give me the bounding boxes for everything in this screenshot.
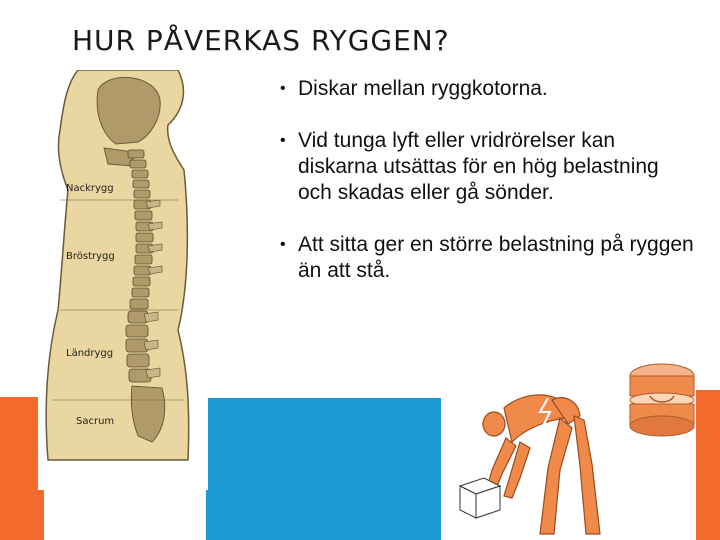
bullet-dot-icon: • <box>280 132 286 149</box>
bullet-item <box>268 76 698 102</box>
bullet-text: Diskar mellan ryggkotorna. <box>298 77 548 100</box>
bullet-dot-icon: • <box>280 236 286 253</box>
label-brostrygg: Bröstrygg <box>66 251 115 262</box>
person-lifting-icon <box>440 358 702 540</box>
bullet-dot-icon: • <box>280 80 286 97</box>
bullet-list <box>268 76 698 310</box>
spine-anatomy-icon <box>38 70 208 490</box>
spine-illustration <box>38 70 208 490</box>
label-landrygg: Ländrygg <box>66 348 114 359</box>
vertebra-disc-closeup-icon <box>630 364 694 436</box>
decorative-blue-block <box>206 398 441 540</box>
label-nackrygg: Nackrygg <box>66 183 114 194</box>
bullet-item <box>268 128 698 206</box>
bullet-item <box>268 232 698 284</box>
bullet-text: Vid tunga lyft eller vridrörelser kan diskarna utsättas för en hög belastning och skadas eller gå sönder. <box>298 129 659 204</box>
slide-title: HUR PÅVERKAS RYGGEN? <box>72 24 450 57</box>
bullet-text: Att sitta ger en större belastning på ryggen än att stå. <box>298 233 694 282</box>
label-sacrum: Sacrum <box>76 416 115 427</box>
lifting-illustration <box>440 358 702 540</box>
